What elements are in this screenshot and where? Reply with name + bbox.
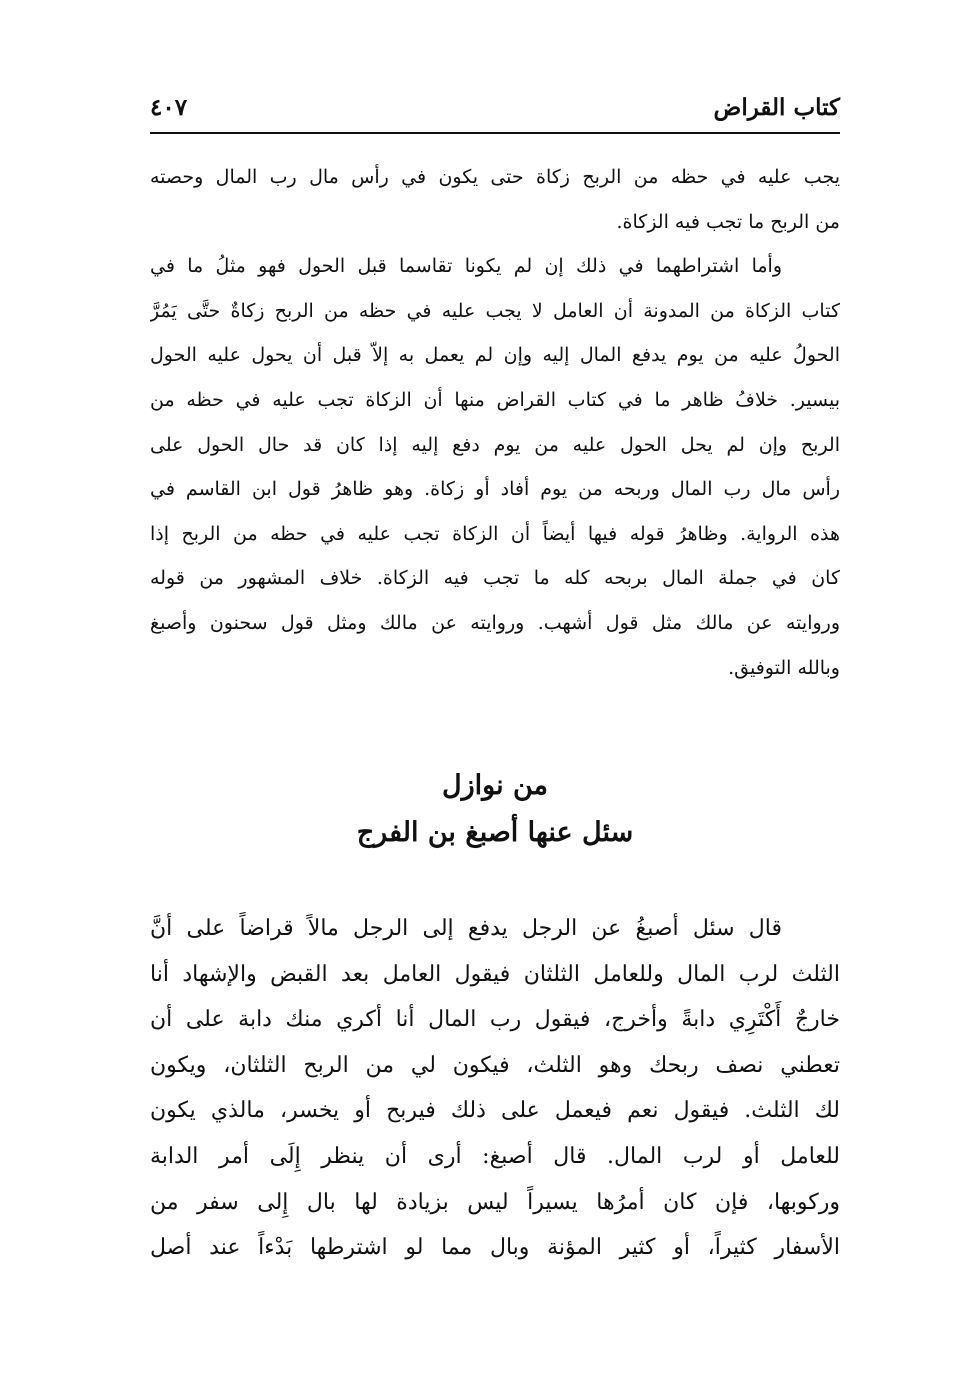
page-header — [150, 92, 840, 128]
text-line: الحولُ عليه من يوم يدفع المال إليه وإن لم يعمل به إلاّ قبل أن يحول عليه الحول — [150, 344, 840, 367]
text-line: الأسفار كثيراً، أو كثير المؤنة وبال مما لو اشترطها بَدْءاً عند أصل — [150, 1235, 840, 1261]
text-line: الربح وإن لم يحل الحول عليه من يوم دفع إليه إذا كان قد حال الحول على — [150, 433, 840, 456]
page-number: ٤٠٧ — [150, 94, 188, 121]
text-line: للعامل أو لرب المال. قال أصبغ: أرى أن ينظر إِلَى أمر الدابة — [150, 1143, 840, 1169]
text-line: وأما اشتراطهما في ذلك إن لم يكونا تقاسما قبل الحول فهو مثلُ ما في — [150, 255, 782, 278]
text-line: تعطني نصف ربحك وهو الثلث، فيكون لي من الربح الثلثان، ويكون — [150, 1052, 840, 1078]
text-line: خارجٌ أَكْتَرِي دابةً وأخرج، فيقول رب المال أنا أكري منك دابة على أن — [150, 1007, 840, 1033]
text-line: قال سئل أصبغُ عن الرجل يدفع إلى الرجل مالاً قراضاً على أنَّ — [150, 916, 782, 941]
running-title: كتاب القراض — [713, 94, 840, 121]
header-rule — [150, 132, 840, 134]
paragraph-zakat — [150, 155, 840, 690]
text-line: وبالله التوفيق. — [728, 656, 840, 679]
section-heading: من نوازل — [441, 770, 549, 801]
text-line: وروايته عن مالك مثل قول أشهب. وروايته عن مالك ومثل قول سحنون وأصبغ — [150, 611, 840, 634]
text-line: لك الثلث. فيقول نعم فيعمل على ذلك فيربح أو يخسر، مالذي يكون — [150, 1098, 840, 1124]
text-line: رأس مال رب المال وربحه من يوم أفاد أو زكاة. وهو ظاهرُ قول ابن القاسم في — [150, 478, 840, 501]
section-subheading: سئل عنها أصبغ بن الفرج — [356, 817, 634, 848]
text-line: كان في جملة المال بربحه كله ما تجب فيه الزكاة. خلاف المشهور من قوله — [150, 567, 840, 590]
text-line: وركوبها، فإن كان أمرُها يسيراً ليس بزيادة لها بال إِلى سفر من — [150, 1189, 840, 1215]
paragraph-asbagh — [150, 906, 840, 1271]
text-line: بيسير. خلافُ ظاهر ما في كتاب القراض منها أن الزكاة تجب عليه في حظه من — [150, 388, 840, 411]
text-line: يجب عليه في حظه من الربح زكاة حتى يكون في رأس مال رب المال وحصته — [150, 166, 840, 188]
text-line: هذه الرواية. وظاهرُ قوله فيها أيضاً أن الزكاة تجب عليه في حظه من الربح إذا — [150, 522, 840, 545]
text-line: كتاب الزكاة من المدونة أن العامل لا يجب عليه في حظه من الربح زكاةٌ حتَّى يَمُرَّ — [150, 299, 840, 322]
text-line: من الربح ما تجب فيه الزكاة. — [616, 210, 840, 233]
text-line: الثلث لرب المال وللعامل الثلثان فيقول العامل بعد القبض والإشهاد أنا — [150, 961, 840, 987]
